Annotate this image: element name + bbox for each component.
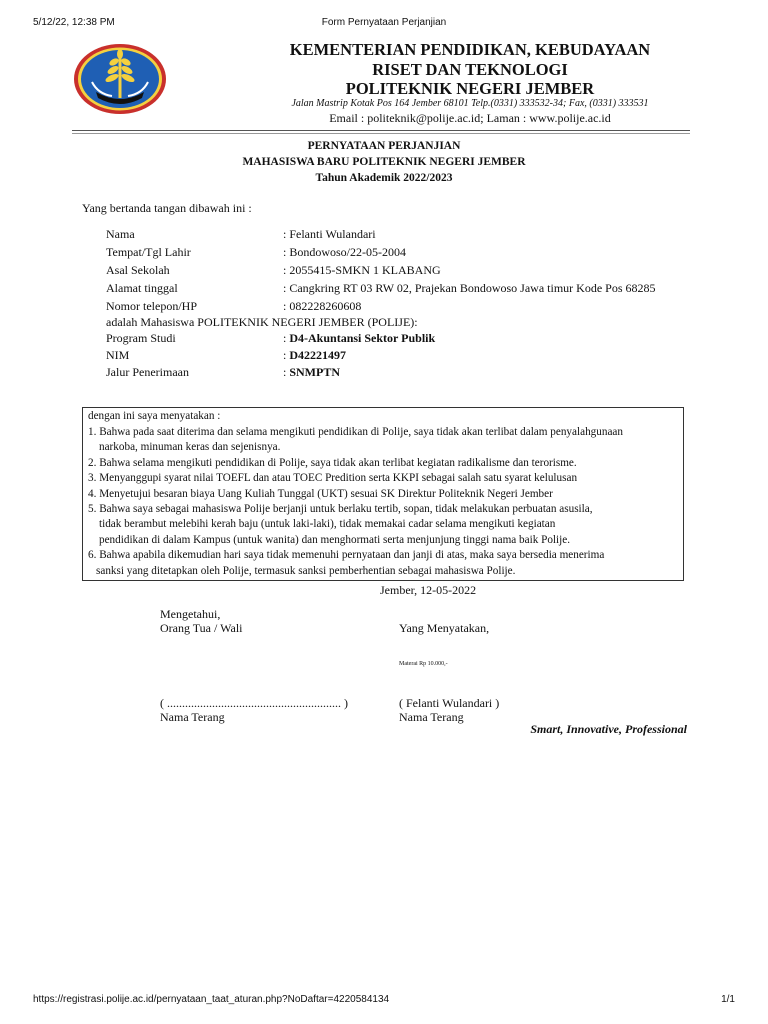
field-value-telepon: : 082228260608 — [283, 299, 362, 313]
sign-left-role: Orang Tua / Wali — [160, 621, 243, 635]
letterhead-ministry-2: RISET DAN TEKNOLOGI — [372, 60, 568, 79]
declaration-line: tidak berambut melebihi kerah baju (untuk laki-laki), tidak memakai cadar selama mengikuti kegiatan — [99, 518, 556, 530]
materai-note: Materai Rp 10.000,- — [399, 661, 448, 667]
intro-text: Yang bertanda tangan dibawah ini : — [82, 201, 252, 215]
field-value-nim: : D42221497 — [283, 348, 347, 362]
declaration-line: 1. Bahwa pada saat diterima dan selama mengikuti pendidikan di Polije, saya tidak akan terlibat dalam penyalahgunaan — [88, 426, 623, 438]
print-title: Form Pernyataan Perjanjian — [321, 17, 447, 28]
declaration-line: 4. Menyetujui besaran biaya Uang Kuliah Tunggal (UKT) sesuai SK Direktur Politeknik Negeri Jember — [88, 488, 553, 500]
field-label-ttl: Tempat/Tgl Lahir — [106, 245, 191, 259]
field-value-alamat: : Cangkring RT 03 RW 02, Prajekan Bondowoso Jawa timur Kode Pos 68285 — [283, 281, 656, 295]
field-label-alamat: Alamat tinggal — [106, 281, 178, 295]
letterhead-ministry: KEMENTERIAN PENDIDIKAN, KEBUDAYAAN — [289, 40, 651, 59]
print-date: 5/12/22, 12:38 PM — [33, 17, 115, 28]
declaration-line: pendidikan di dalam Kampus (untuk wanita) dan menghormati serta menjunjung tinggi nama baik Polije. — [99, 534, 571, 546]
field-value-prodi: : D4-Akuntansi Sektor Publik — [283, 331, 436, 345]
place-date: Jember, 12-05-2022 — [380, 583, 477, 597]
field-value-ttl: : Bondowoso/22-05-2004 — [283, 245, 406, 259]
sign-left-caption: Nama Terang — [160, 710, 225, 724]
field-label-sekolah: Asal Sekolah — [106, 263, 170, 277]
field-label-prodi: Program Studi — [106, 331, 176, 345]
letterhead-address: Jalan Mastrip Kotak Pos 164 Jember 68101 Telp.(0331) 333532-34; Fax, (0331) 333531 — [291, 98, 649, 109]
sign-left-label: Mengetahui, — [160, 607, 221, 621]
doc-subtitle: MAHASISWA BARU POLITEKNIK NEGERI JEMBER — [242, 156, 526, 168]
polije-logo-icon — [72, 42, 168, 116]
sign-right-caption: Nama Terang — [399, 710, 464, 724]
print-page-number: 1/1 — [721, 994, 735, 1005]
field-value-jalur: : SNMPTN — [283, 365, 341, 379]
field-value-nama: : Felanti Wulandari — [283, 227, 376, 241]
letterhead-divider-thin — [72, 133, 690, 134]
declaration-heading: dengan ini saya menyatakan : — [88, 410, 221, 422]
declaration-line: 2. Bahwa selama mengikuti pendidikan di Polije, saya tidak akan terlibat kegiatan radikalisme dan terorisme. — [88, 457, 577, 469]
doc-title: PERNYATAAN PERJANJIAN — [307, 140, 461, 152]
sign-left-name: ( .......................................................... ) — [160, 696, 348, 710]
field-label-telepon: Nomor telepon/HP — [106, 299, 197, 313]
field-label-nim: NIM — [106, 348, 130, 362]
declaration-line: 5. Bahwa saya sebagai mahasiswa Polije berjanji untuk berlaku tertib, sopan, tidak melakukan perbuatan asusila, — [88, 503, 593, 515]
print-url: https://registrasi.polije.ac.id/pernyataan_taat_aturan.php?NoDaftar=4220584134 — [33, 994, 390, 1005]
student-statement: adalah Mahasiswa POLITEKNIK NEGERI JEMBER (POLIJE): — [106, 315, 418, 329]
field-label-nama: Nama — [106, 227, 135, 241]
declaration-line: 3. Menyanggupi syarat nilai TOEFL dan atau TOEC Predition serta KKPI sebagai salah satu syarat kelulusan — [88, 472, 578, 484]
sign-right-name: ( Felanti Wulandari ) — [399, 696, 500, 710]
letterhead-divider — [72, 130, 690, 131]
field-value-sekolah: : 2055415-SMKN 1 KLABANG — [283, 263, 441, 277]
letterhead-contact: Email : politeknik@polije.ac.id; Laman : www.polije.ac.id — [329, 111, 611, 125]
doc-academic-year: Tahun Akademik 2022/2023 — [315, 172, 453, 184]
motto: Smart, Innovative, Professional — [530, 722, 687, 736]
declaration-line: 6. Bahwa apabila dikemudian hari saya tidak memenuhi pernyataan dan janji di atas, maka saya bersedia menerima — [88, 549, 605, 561]
sign-right-label: Yang Menyatakan, — [399, 621, 490, 635]
declaration-line: sanksi yang ditetapkan oleh Polije, termasuk sanksi pemberhentian sebagai mahasiswa Polije. — [96, 565, 516, 577]
declaration-line: narkoba, minuman keras dan sejenisnya. — [99, 441, 281, 453]
field-label-jalur: Jalur Penerimaan — [106, 365, 189, 379]
letterhead-institution: POLITEKNIK NEGERI JEMBER — [345, 79, 595, 98]
